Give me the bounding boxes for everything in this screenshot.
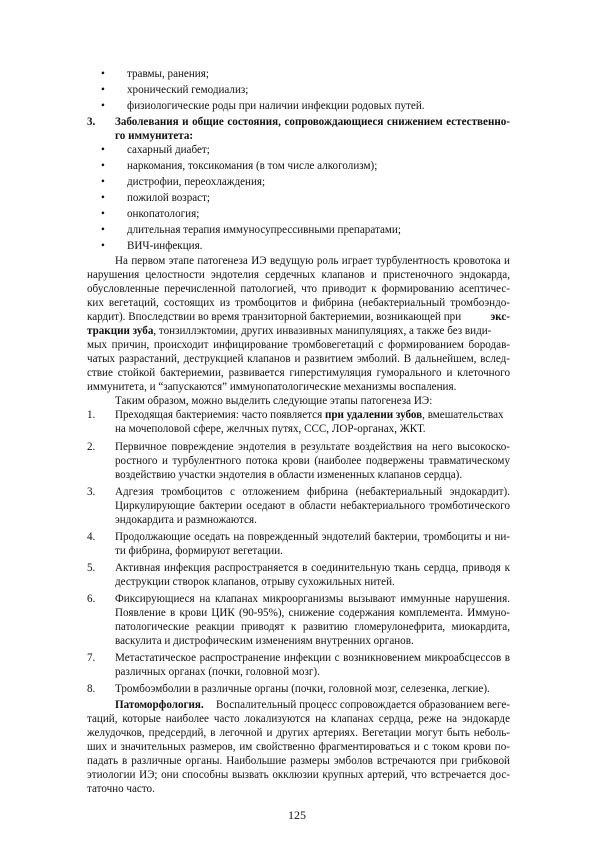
section-number: 3. (87, 116, 96, 128)
list-item-cont: васкулита и дистрофическим изменениям внутренних органов. (115, 635, 414, 647)
list-item-cont: Появление в крови ЦИК (90-95%), снижение содержания комплемента. Иммуно- (115, 607, 510, 619)
list-item: сахарный диабет; (127, 144, 210, 156)
list-item: Преходящая бактериемия: часто появляется при удалении зубов, вмешательствах (115, 409, 504, 421)
list-item-cont: различных органах (почки, головной мозг). (115, 666, 320, 678)
bullet-marker: • (101, 208, 105, 220)
list-item-cont: эндокардита и размножаются. (115, 514, 257, 526)
bold-term: при удалении зубов (324, 409, 423, 421)
list-item: Тромбоэмболии в различные органы (почки, головной мозг, селезенка, легкие). (115, 683, 490, 695)
paragraph-line: этиологии ИЭ; они способны вызвать окклюзии крупных артерий, что встречается дос- (87, 769, 510, 781)
text-run: , тонзиллэктомии, других инвазивных манипуляциях, а также без види- (153, 325, 492, 337)
list-item: пожилой возраст; (127, 192, 211, 204)
list-item: Фиксирующиеся на клапанах микроорганизмы вызывают иммунные нарушения. (115, 593, 510, 605)
bullet-marker: • (101, 144, 105, 156)
list-item-cont: ти фибрина, формируют вегетации. (115, 545, 283, 557)
bullet-marker: • (101, 160, 105, 172)
paragraph-line: обусловленные перечисленной патологией, что приводит к формированию асептичес- (87, 283, 510, 295)
list-item-cont: деструкции створок клапанов, отрыву сухожильных нитей. (115, 576, 395, 588)
paragraph-line: нарушения целостности эндотелия сердечных клапанов и пристеночного эндокарда, (87, 269, 510, 281)
list-item: Первичное повреждение эндотелия в результате воздействия на него высокоско- (115, 441, 510, 453)
paragraph-line: Таким образом, можно выделить следующие этапы патогенеза ИЭ: (115, 395, 433, 407)
list-item: хронический гемодиализ; (127, 84, 249, 96)
list-item: Метастатическое распространение инфекции с возникновением микроабсцессов в (115, 652, 510, 664)
bold-term: тракции зуба (87, 325, 154, 337)
paragraph-line (87, 325, 510, 339)
list-item: длительная терапия иммуносупрессивными препаратами; (127, 224, 401, 236)
bullet-marker: • (101, 192, 105, 204)
bullet-marker: • (101, 100, 105, 112)
bullet-marker: • (101, 68, 105, 80)
list-item-cont: на мочеполовой сфере, желчных путях, ССС, ЛОР-органах, ЖКТ. (115, 423, 426, 435)
list-item-cont: ростного и турбулентного потока крови (наиболее подвержены травматическому (115, 455, 510, 467)
section-title: Заболевания и общие состояния, сопровождающиеся снижением естественно- (115, 116, 510, 128)
bullet-marker: • (101, 84, 105, 96)
bold-term: Патоморфология. (115, 699, 204, 711)
list-number: 6. (87, 593, 96, 605)
paragraph-line: падать в различные органы. Наибольшие размеры эмболов встречаются при грибковой (87, 755, 510, 767)
bold-term: экс- (490, 311, 510, 323)
list-item-cont: патологические реакции приводят к развитию гломерулонефрита, миокардита, (115, 621, 510, 633)
text-run: Воспалительный процесс сопровождается образованием веге- (216, 699, 510, 711)
paragraph-line: таточно часто. (87, 783, 155, 795)
page-number: 125 (288, 808, 306, 822)
paragraph-line: ствие стойкой бактериемии, развивается гиперстимуляция гуморального и клеточного (87, 367, 510, 379)
paragraph-line: мых причин, происходит инфицирование тромбовегетаций с формированием бородав- (87, 339, 510, 351)
paragraph-line (87, 311, 510, 325)
paragraph-line: На первом этапе патогенеза ИЭ ведущую роль играет турбулентность кровотока и (115, 255, 510, 267)
list-item: травмы, ранения; (127, 68, 209, 80)
list-number: 5. (87, 562, 96, 574)
list-item: дистрофии, переохлаждения; (127, 176, 266, 188)
paragraph-line (115, 699, 510, 713)
list-item: онкопатология; (127, 208, 200, 220)
list-item: физиологические роды при наличии инфекции родовых путей. (127, 100, 425, 112)
paragraph-line: ших и значительных размеров, им свойственно фрагментироваться и с током крови по- (87, 741, 510, 753)
list-item: Адгезия тромбоцитов с отложением фибрина (небактериальный эндокардит). (115, 486, 510, 498)
list-item: Активная инфекция распространяется в соединительную ткань сердца, приводя к (115, 562, 510, 574)
list-item: Продолжающие оседать на поврежденный эндотелий бактерии, тромбоциты и ни- (115, 531, 510, 543)
paragraph-line: таций, которые наиболее часто локализуются на клапанах сердца, реже на эндокарде (87, 713, 510, 725)
list-number: 8. (87, 683, 96, 695)
list-item: ВИЧ-инфекция. (127, 240, 203, 252)
list-item-cont: Циркулирующие бактерии оседают в области небактериального тромботического (115, 500, 510, 512)
list-number: 1. (87, 409, 96, 421)
list-number: 4. (87, 531, 96, 543)
list-item-cont: воздействию участки эндотелия в области измененных клапанов сердца). (115, 469, 463, 481)
paragraph-line: чатых разрастаний, деструкцией клапанов и развитием эмболий. В дальнейшем, вслед- (87, 353, 510, 365)
list-item: наркомания, токсикомания (в том числе алкоголизм); (127, 160, 378, 172)
list-number: 2. (87, 441, 96, 453)
list-number: 7. (87, 652, 96, 664)
bullet-marker: • (101, 176, 105, 188)
paragraph-line: желудочков, предсердий, в легочной и других артериях. Вегетации могут быть неболь- (87, 727, 510, 739)
section-title-cont: го иммунитета: (115, 130, 194, 142)
paragraph-line: иммунитета, и “запускаются” иммунопатологические механизмы воспаления. (87, 381, 457, 393)
text-run: кардит). Впоследствии во время транзиторной бактериемии, возникающей при (87, 311, 462, 323)
list-number: 3. (87, 486, 96, 498)
paragraph-line: ких вегетаций, состоящих из тромбоцитов и фибрина (небактериальный тромбоэндо- (87, 297, 510, 309)
bullet-marker: • (101, 224, 105, 236)
bullet-marker: • (101, 240, 105, 252)
